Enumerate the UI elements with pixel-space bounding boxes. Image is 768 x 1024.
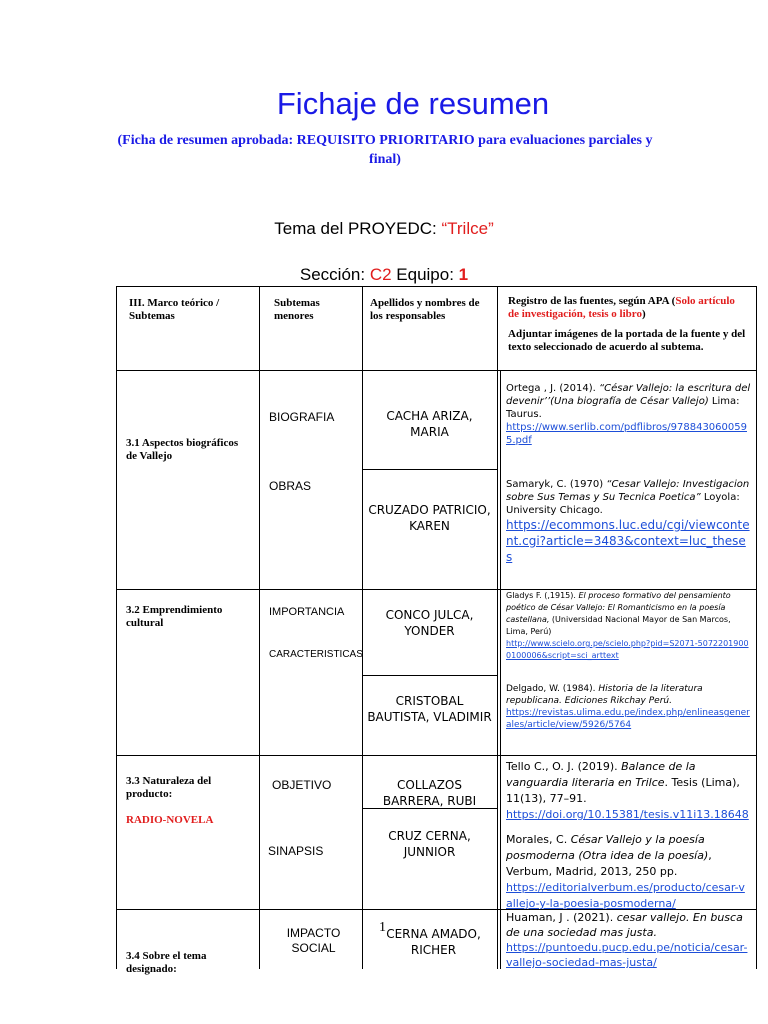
table-border-left: [116, 287, 117, 969]
ref-gladys-link[interactable]: http://www.scielo.org.pe/scielo.php?pid=S2071-50722019000100006&script=sci_arttext: [506, 639, 749, 660]
ref-samaryk-title: “Cesar Vallejo: Investigacion sobre Sus Temas y Su Tecnica Poetica”: [506, 479, 750, 503]
seccion-label: Sección:: [299, 265, 370, 284]
equipo-number: 1: [458, 265, 469, 284]
responsable-conco: CONCO JULCA, YONDER: [385, 608, 474, 638]
responsable-collazos: COLLAZOS BARRERA, RUBI: [382, 778, 477, 808]
page-subtitle: (Ficha de resumen aprobada: REQUISITO PRIORITARIO para evaluaciones parciales y final): [117, 133, 653, 167]
row-divider: [116, 755, 756, 756]
ref-gladys-title: El proceso formativo del pensamiento poético de César Vallejo: El Romanticismo en la poesía castellana,: [506, 591, 731, 624]
ref-morales-title: César Vallejo y la poesía posmoderna (Otra idea de la poesía): [506, 833, 709, 862]
page-number: 1: [379, 920, 386, 935]
header-registro-close: ): [641, 308, 646, 320]
responsable-cerna: CERNA AMADO, RICHER: [386, 927, 481, 957]
ref-tello-title: Balance de la vanguardia literaria en Trilce: [506, 760, 696, 789]
ref-ortega-author: Ortega , J. (2014).: [506, 383, 599, 394]
ref-tello-author: Tello C., O. J. (2019).: [506, 760, 622, 773]
tema-line: [0, 219, 768, 239]
subtema-obras: OBRAS: [269, 479, 312, 493]
ref-huaman-title: cesar vallejo. En busca de una sociedad mas justa.: [506, 911, 743, 939]
ref-ortega: [506, 382, 751, 447]
seccion-line: [0, 265, 768, 285]
column-divider: [497, 287, 498, 969]
header-registro: [508, 295, 748, 321]
summary-table: [116, 286, 757, 975]
ref-delgado-link[interactable]: https://revistas.ulima.edu.pe/index.php/enlineasgenerales/article/view/5926/5764: [506, 708, 750, 730]
tema-label: Tema del PROYEDC:: [274, 219, 442, 238]
ref-tello-link[interactable]: https://doi.org/10.15381/tesis.v11i13.18648: [506, 808, 749, 821]
page-title: Fichaje de resumen: [276, 86, 550, 121]
subtema-importancia: IMPORTANCIA: [269, 606, 345, 618]
ref-gladys: [506, 590, 751, 662]
subtema-caracteristicas: CARACTERISTICAS: [269, 649, 363, 660]
column-divider: [362, 287, 363, 969]
ref-samaryk-author: Samaryk, C. (1970): [506, 479, 607, 490]
responsable-cruzado: CRUZADO PATRICIO, KAREN: [368, 503, 491, 533]
row-divider: [362, 675, 497, 676]
ref-samaryk-publisher: Loyola: University Chicago.: [506, 492, 740, 516]
ref-ortega-title: “César Vallejo: la escritura del devenir’’(Una biografía de César Vallejo): [506, 383, 751, 407]
section-3-1: 3.1 Aspectos biográficos de Vallejo: [126, 437, 239, 462]
ref-samaryk: [506, 478, 751, 565]
tema-value: “Trilce”: [441, 219, 494, 238]
section-3-2: 3.2 Emprendimiento cultural: [126, 604, 223, 629]
responsable-cristobal: CRISTOBAL BAUTISTA, VLADIMIR: [367, 694, 492, 724]
ref-delgado-author: Delgado, W. (1984).: [506, 684, 599, 694]
subtema-objetivo: OBJETIVO: [272, 778, 332, 792]
ref-morales-publisher: , Verbum, Madrid, 2013, 250 pp.: [506, 849, 712, 878]
header-registro-note: Solo artículo de investigación, tesis o libro: [508, 295, 735, 320]
ref-morales-author: Morales, C.: [506, 833, 571, 846]
ref-morales: [506, 832, 751, 912]
subtema-sinapsis: SINAPSIS: [268, 844, 324, 858]
column-divider: [500, 370, 501, 969]
seccion-code: C2: [369, 265, 392, 284]
ref-gladys-author: Gladys F. (,1915).: [506, 591, 579, 600]
header-subtemas: Subtemas menores: [274, 297, 320, 322]
header-adjuntar: Adjuntar imágenes de la portada de la fuente y del texto seleccionado de acuerdo al subtema.: [508, 328, 746, 353]
ref-morales-link[interactable]: https://editorialverbum.es/producto/cesar-vallejo-y-la-poesia-posmoderna/: [506, 881, 745, 910]
ref-huaman: [506, 910, 751, 970]
subtema-impacto-social: IMPACTO SOCIAL: [286, 926, 341, 955]
equipo-label: Equipo:: [391, 265, 459, 284]
header-registro-text: Registro de las fuentes, según APA (: [508, 295, 676, 307]
ref-delgado-title: Historia de la literatura republicana. Ediciones Rikchay Perú.: [506, 684, 703, 706]
header-apellidos: Apellidos y nombres de los responsables: [370, 297, 480, 322]
subtema-biografia: BIOGRAFIA: [269, 410, 335, 424]
ref-samaryk-link[interactable]: https://ecommons.luc.edu/cgi/viewcontent.cgi?article=3483&context=luc_theses: [506, 518, 750, 564]
ref-tello: [506, 759, 751, 823]
ref-huaman-link[interactable]: https://puntoedu.pucp.edu.pe/noticia/cesar-vallejo-sociedad-mas-justa/: [506, 941, 748, 969]
product-type: RADIO-NOVELA: [126, 814, 214, 826]
row-divider: [362, 469, 497, 470]
header-marco: III. Marco teórico / Subtemas: [129, 297, 220, 322]
ref-tello-journal: . Tesis (Lima), 11(13), 77–91.: [506, 776, 740, 805]
ref-ortega-publisher: Lima: Taurus.: [506, 396, 740, 420]
responsable-cruz: CRUZ CERNA, JUNNIOR: [388, 829, 471, 859]
row-divider: [116, 370, 756, 371]
ref-huaman-author: Huaman, J . (2021).: [506, 911, 617, 924]
ref-gladys-publisher: (Universidad Nacional Mayor de San Marcos, Lima, Perú): [506, 615, 731, 636]
section-3-3: 3.3 Naturaleza del producto:: [126, 775, 212, 800]
section-3-4: 3.4 Sobre el tema designado:: [126, 950, 207, 975]
responsable-cacha: CACHA ARIZA, MARIA: [386, 409, 473, 439]
ref-ortega-link[interactable]: https://www.serlib.com/pdflibros/9788430600595.pdf: [506, 422, 747, 446]
column-divider: [259, 287, 260, 969]
ref-delgado: [506, 683, 751, 731]
